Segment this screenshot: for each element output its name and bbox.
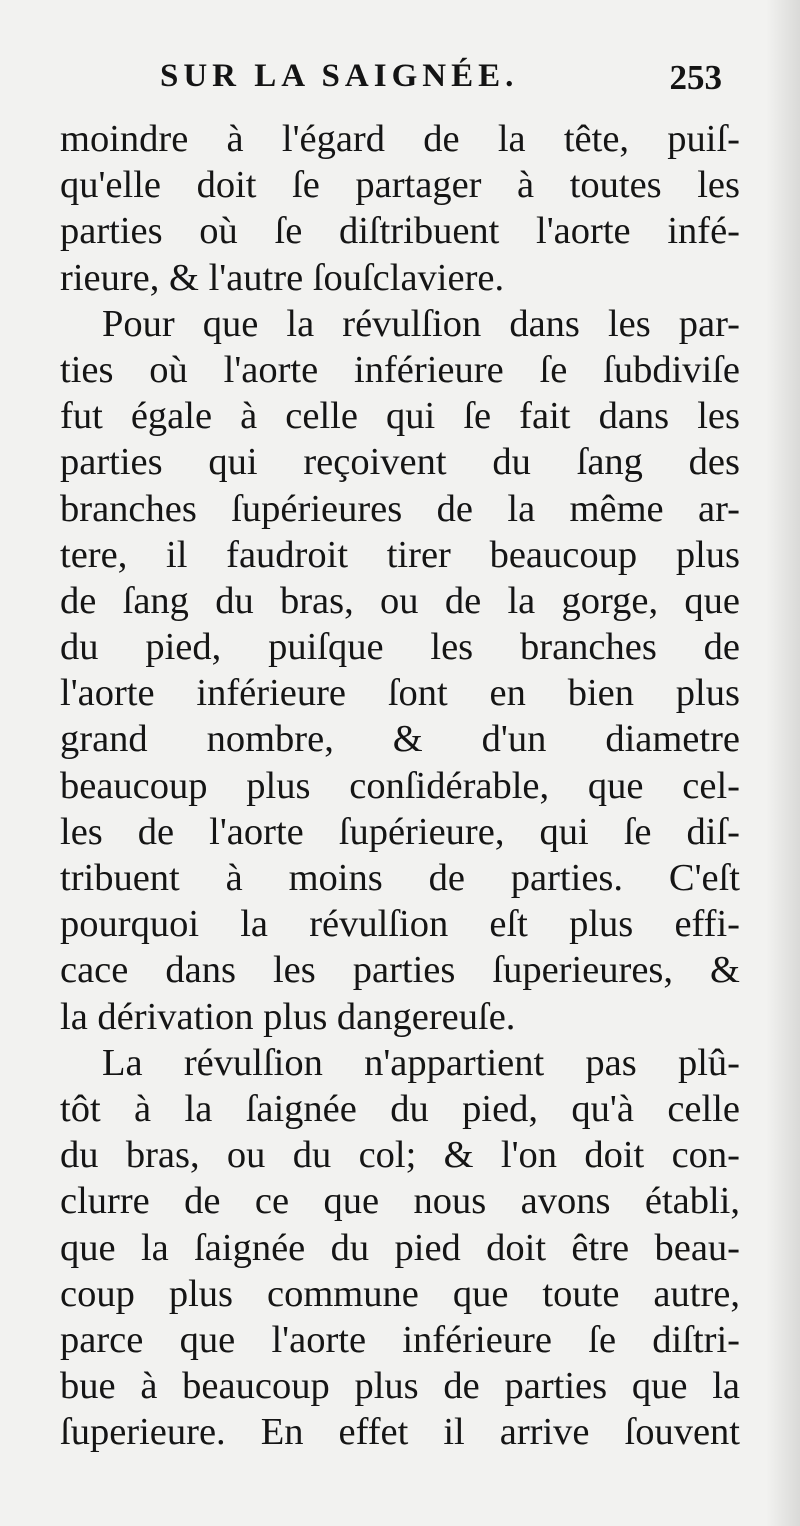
text-line: que la ſaignée du pied doit être beau- [60, 1226, 740, 1269]
text-line: fut égale à celle qui ſe fait dans les [60, 395, 740, 438]
text-line: tôt à la ſaignée du pied, qu'à celle [60, 1087, 740, 1130]
text-line: ſuperieure. En effet il arrive ſouvent [60, 1411, 740, 1454]
text-line: tribuent à moins de parties. C'eſt [60, 857, 740, 899]
text-line: du pied, puiſque les branches de [60, 626, 740, 669]
text-line: grand nombre, & d'un diametre [60, 718, 740, 761]
text-line: moindre à l'égard de la tête, puiſ- [60, 118, 740, 160]
text-line: la dérivation plus dangereuſe. [60, 995, 516, 1038]
text-line: du bras, ou du col; & l'on doit con- [60, 1134, 740, 1177]
running-head [60, 58, 740, 102]
running-head-title: SUR LA SAIGNÉE. [160, 58, 519, 94]
text-line: branches ſupérieures de la même ar- [60, 487, 740, 530]
text-line: La révulſion n'appartient pas plû- [102, 1041, 740, 1084]
text-line: Pour que la révulſion dans les par- [102, 302, 740, 345]
text-line: parties où ſe diſtribuent l'aorte infé- [60, 210, 740, 253]
text-line: de ſang du bras, ou de la gorge, que [60, 579, 740, 622]
text-line: tere, il faudroit tirer beaucoup plus [60, 533, 740, 576]
text-line: pourquoi la révulſion eſt plus effi- [60, 903, 740, 946]
text-line: beaucoup plus conſidérable, que cel- [60, 764, 740, 807]
text-line: bue à beaucoup plus de parties que la [60, 1365, 740, 1408]
text-line: parce que l'aorte inférieure ſe diſtri- [60, 1318, 740, 1361]
page-edge-shadow [766, 0, 800, 1526]
text-line: l'aorte inférieure ſont en bien plus [60, 672, 740, 715]
text-line: cace dans les parties ſuperieures, & [60, 949, 740, 992]
text-line: parties qui reçoivent du ſang des [60, 441, 740, 484]
text-line: les de l'aorte ſupérieure, qui ſe diſ- [60, 810, 740, 853]
page-number: 253 [669, 58, 722, 97]
text-line: ties où l'aorte inférieure ſe ſubdiviſe [60, 348, 740, 391]
text-line: qu'elle doit ſe partager à toutes les [60, 164, 740, 207]
text-line: coup plus commune que toute autre, [60, 1272, 740, 1315]
text-line: rieure, & l'autre ſouſclaviere. [60, 256, 505, 299]
text-line: clurre de ce que nous avons établi, [60, 1180, 740, 1223]
body-text [60, 116, 740, 1455]
